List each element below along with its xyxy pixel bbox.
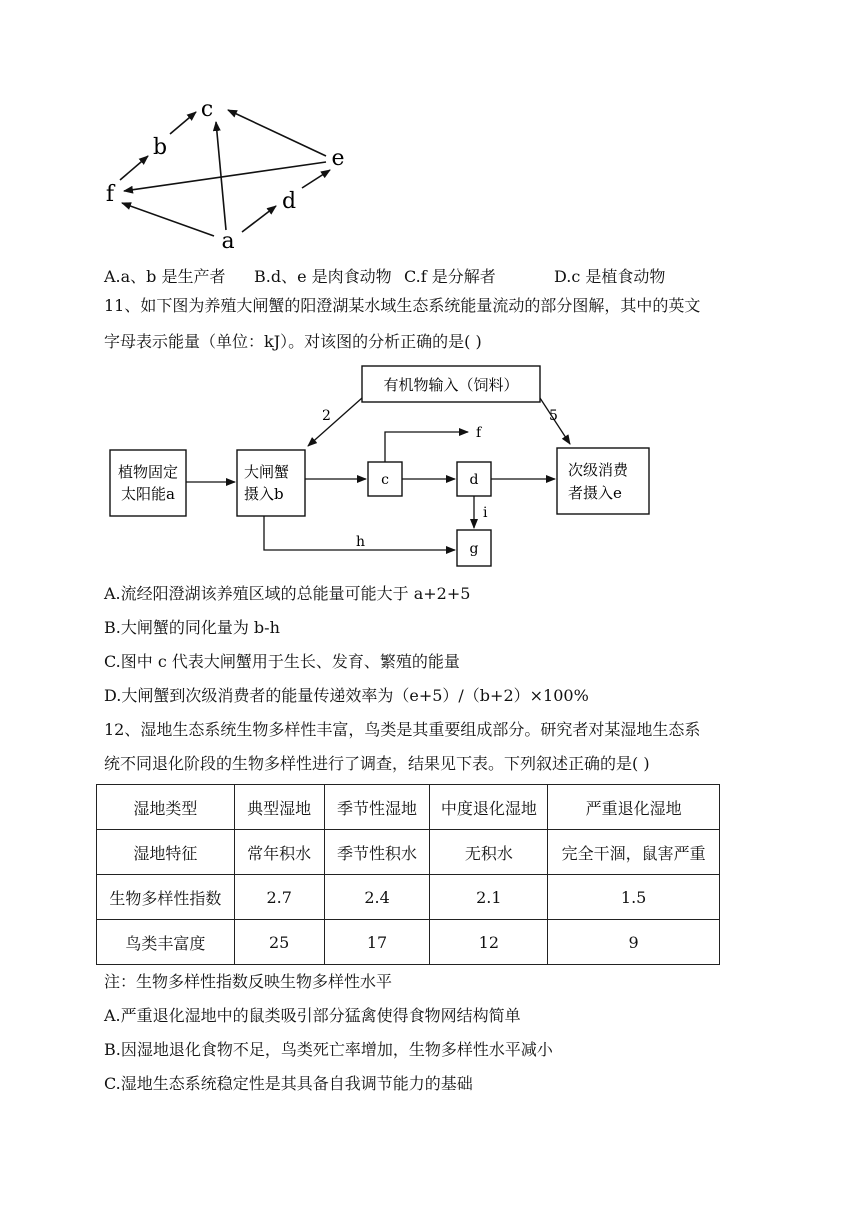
q11-stem-line1: 11、如下图为养殖大闸蟹的阳澄湖某水域生态系统能量流动的部分图解，其中的英文 [104, 296, 701, 315]
q12-option-a[interactable]: A.严重退化湿地中的鼠类吸引部分猛禽使得食物网结构简单 [104, 1006, 521, 1025]
table-cell: 鸟类丰富度 [97, 920, 235, 965]
table-cell: 无积水 [430, 830, 548, 875]
q12-option-c[interactable]: C.湿地生态系统稳定性是其具备自我调节能力的基础 [104, 1074, 473, 1093]
table-cell: 2.7 [234, 875, 324, 920]
node-d: d [281, 189, 297, 214]
table-cell: 9 [548, 920, 720, 965]
edge-label-h: h [356, 534, 366, 550]
table-cell: 17 [324, 920, 430, 965]
secondary-consumer-box [557, 448, 649, 514]
d-label: d [469, 472, 479, 488]
edge-label-f: f [476, 425, 482, 441]
arrow-e-to-f [124, 162, 326, 191]
table-cell: 完全干涸，鼠害严重 [548, 830, 720, 875]
organic-input-label: 有机物输入（饲料） [383, 376, 519, 394]
q11-stem-line2: 字母表示能量（单位：kJ）。对该图的分析正确的是( ) [104, 332, 482, 351]
arrow-a-to-d [242, 206, 276, 232]
energy-flow-diagram [100, 360, 660, 572]
table-cell: 典型湿地 [234, 785, 324, 830]
arrow-e-to-c [228, 110, 326, 156]
node-c: c [200, 97, 214, 122]
q11-option-c[interactable]: C.图中 c 代表大闸蟹用于生长、发育、繁殖的能量 [104, 652, 460, 671]
crab-label-line2: 摄入b [244, 485, 284, 503]
table-cell: 严重退化湿地 [548, 785, 720, 830]
q10-option-d[interactable]: D.c 是植食动物 [554, 267, 666, 286]
table-cell: 12 [430, 920, 548, 965]
table-cell: 湿地特征 [97, 830, 235, 875]
node-b: b [152, 135, 168, 160]
edge-label-i: i [483, 505, 488, 521]
plant-box [110, 450, 186, 516]
crab-box [237, 450, 305, 516]
table-cell: 25 [234, 920, 324, 965]
arrow-input-to-crab [308, 398, 362, 446]
node-e: e [331, 146, 345, 171]
q12-stem-line2: 统不同退化阶段的生物多样性进行了调查，结果见下表。下列叙述正确的是( ) [104, 754, 650, 773]
q12-option-b[interactable]: B.因湿地退化食物不足，鸟类死亡率增加，生物多样性水平减小 [104, 1040, 553, 1059]
table-row [97, 920, 720, 965]
q11-option-d[interactable]: D.大闸蟹到次级消费者的能量传递效率为（e+5）/（b+2）×100% [104, 686, 589, 705]
q11-option-b[interactable]: B.大闸蟹的同化量为 b-h [104, 618, 280, 637]
q11-option-a[interactable]: A.流经阳澄湖该养殖区域的总能量可能大于 a+2+5 [104, 584, 471, 603]
table-cell: 中度退化湿地 [430, 785, 548, 830]
table-cell: 湿地类型 [97, 785, 235, 830]
wetland-table [96, 784, 720, 965]
table-cell: 1.5 [548, 875, 720, 920]
edge-label-5: 5 [549, 408, 558, 424]
node-f: f [105, 182, 115, 207]
secondary-label-line2: 者摄入e [568, 484, 622, 502]
arrow-a-to-f [122, 203, 214, 236]
q12-table-note: 注：生物多样性指数反映生物多样性水平 [104, 972, 393, 991]
table-cell: 常年积水 [234, 830, 324, 875]
table-row [97, 875, 720, 920]
q12-stem-line1: 12、湿地生态系统生物多样性丰富，鸟类是其重要组成部分。研究者对某湿地生态系 [104, 720, 701, 739]
plant-label-line2: 太阳能a [121, 485, 175, 503]
table-row [97, 830, 720, 875]
arrow-b-to-c [170, 112, 196, 134]
g-label: g [469, 541, 479, 557]
arrow-c-to-f [385, 432, 468, 462]
secondary-label-line1: 次级消费 [568, 461, 629, 479]
q10-option-b[interactable]: B.d、e 是肉食动物 [254, 267, 392, 286]
table-cell: 季节性湿地 [324, 785, 430, 830]
q10-option-c[interactable]: C.f 是分解者 [404, 267, 496, 286]
crab-label-line1: 大闸蟹 [244, 463, 290, 481]
table-cell: 季节性积水 [324, 830, 430, 875]
table-cell: 2.1 [430, 875, 548, 920]
table-cell: 生物多样性指数 [97, 875, 235, 920]
arrow-f-to-b [120, 156, 148, 180]
c-label: c [381, 472, 389, 488]
plant-label-line1: 植物固定 [117, 463, 179, 481]
table-cell: 2.4 [324, 875, 430, 920]
node-a: a [221, 229, 235, 254]
food-web-diagram [90, 88, 370, 258]
q10-option-a[interactable]: A.a、b 是生产者 [104, 267, 226, 286]
arrow-d-to-e [302, 170, 330, 188]
table-header-row [97, 785, 720, 830]
edge-label-2: 2 [322, 408, 331, 424]
